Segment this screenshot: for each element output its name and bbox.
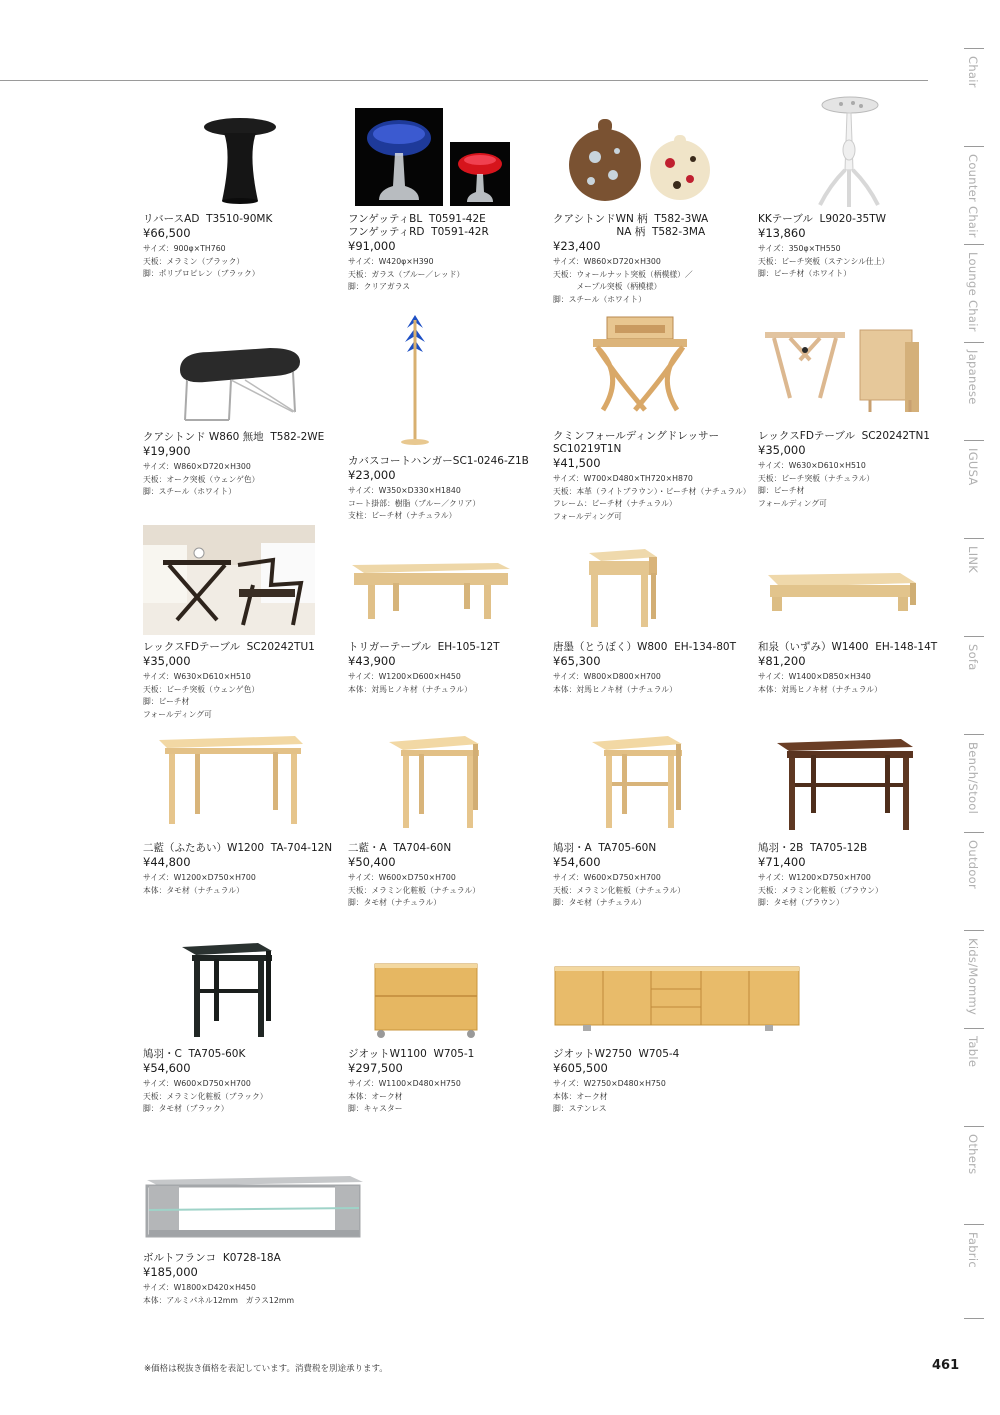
nav-divider (964, 1318, 984, 1319)
product-spec: サイズ：W1100×D480×H750 (348, 1079, 461, 1088)
product-price: ¥35,000 (758, 443, 806, 457)
product-spec: 天板：ビーチ突板（ステンシル仕上） (758, 256, 890, 266)
product-spec: サイズ：W600×D750×H700 (553, 873, 661, 882)
product-spec: サイズ：W1200×D750×H700 (758, 873, 871, 882)
product-name: 鳩羽・C TA705-60K (143, 1048, 246, 1060)
nav-label: Kids/Mommy (966, 938, 980, 1016)
product-price: ¥44,800 (143, 855, 191, 869)
product-name: 唐墨（とうぼく）W800 EH-134-80T (553, 641, 737, 653)
product-spec: 本体：アルミパネル12mm ガラス12mm (143, 1295, 295, 1305)
product-name: 二藍・A TA704-60N (348, 842, 452, 854)
product-spec: 脚：タモ材（ブラック） (143, 1104, 229, 1113)
product-spec: サイズ：W1800×D420×H450 (143, 1283, 256, 1292)
nav-divider (964, 440, 984, 441)
product-image (773, 733, 918, 833)
product-spec: 天板：オーク突板（ウェンゲ色） (143, 474, 260, 484)
product-spec: 脚：スチール（ホワイト） (143, 487, 237, 496)
product-spec: サイズ：W630×D610×H510 (143, 672, 251, 681)
product-spec: 脚：キャスター (348, 1104, 403, 1113)
product-name: カバスコートハンガーSC1-0246-Z1B (348, 455, 529, 467)
nav-divider (964, 930, 984, 931)
product-spec: 脚：タモ材（ナチュラル） (348, 898, 442, 907)
product-price: ¥35,000 (143, 654, 191, 668)
nav-divider (964, 146, 984, 147)
product-spec: サイズ：W700×D480×TH720×H870 (553, 474, 693, 483)
product-name: 和泉（いずみ）W1400 EH-148-14T (758, 641, 938, 653)
nav-divider (964, 1126, 984, 1127)
product-name: クアシトンドWN 柄 T582-3WA NA 柄 T582-3MA (553, 213, 709, 238)
product-spec: 脚：ビーチ材 (758, 486, 805, 495)
product-price: ¥19,900 (143, 444, 191, 458)
product-name: ボルトフランコ K0728-18A (143, 1252, 281, 1264)
product-price: ¥50,400 (348, 855, 396, 869)
product-price: ¥297,500 (348, 1061, 403, 1075)
product-spec: サイズ：W860×D720×H300 (143, 462, 251, 471)
product-image (760, 565, 920, 620)
product-spec: 天板：メラミン（ブラック） (143, 256, 245, 266)
product-spec: 脚：スチール（ホワイト） (553, 294, 647, 304)
product-spec: メープル突板（柄模様） (553, 282, 662, 291)
product-price: ¥66,500 (143, 226, 191, 240)
product-image (348, 555, 513, 625)
product-price: ¥23,400 (553, 239, 601, 253)
nav-divider (964, 1224, 984, 1225)
product-name: 二藍（ふたあい）W1200 TA-704-12N (143, 842, 333, 854)
product-price: ¥71,400 (758, 855, 806, 869)
product-spec: 脚：ポリプロピレン（ブラック） (143, 269, 260, 278)
product-spec: 天板：メラミン化粧板（ナチュラル） (553, 885, 686, 895)
product-spec: 脚：ビーチ材（ホワイト） (758, 269, 852, 278)
product-spec: 脚：ビーチ材 (143, 697, 190, 706)
product-spec: サイズ：W600×D750×H700 (143, 1079, 251, 1088)
nav-label: Bench/Stool (966, 742, 980, 815)
product-image (180, 115, 300, 210)
nav-divider (964, 342, 984, 343)
product-spec: 支柱：ビーチ材（ナチュラル） (348, 511, 457, 520)
product-price: ¥41,500 (553, 456, 601, 470)
product-price: ¥605,500 (553, 1061, 608, 1075)
product-price: ¥91,000 (348, 239, 396, 253)
product-image (585, 545, 660, 630)
product-spec: 脚：ステンレス (553, 1104, 607, 1113)
product-price: ¥54,600 (553, 855, 601, 869)
product-image (385, 730, 485, 832)
nav-divider (964, 1028, 984, 1029)
nav-divider (964, 48, 984, 49)
nav-label: Sofa (966, 644, 980, 671)
nav-label: Lounge Chair (966, 252, 980, 332)
product-image (145, 1170, 365, 1238)
product-image (178, 937, 278, 1042)
product-spec: 天板：ビーチ突板（ナチュラル） (758, 473, 875, 483)
product-name: レックスFDテーブル SC20242TN1 (758, 430, 930, 442)
product-image (373, 962, 481, 1040)
product-spec: サイズ：W800×D800×H700 (553, 672, 661, 681)
product-spec: サイズ：W1200×D750×H700 (143, 873, 256, 882)
product-spec: 本体：対馬ヒノキ材（ナチュラル） (758, 684, 882, 694)
product-spec: フォールディング可 (758, 498, 827, 508)
product-price: ¥81,200 (758, 654, 806, 668)
nav-label: Chair (966, 56, 980, 88)
product-name: ジオットW1100 W705-1 (348, 1048, 475, 1060)
product-spec: 天板：メラミン化粧板（ナチュラル） (348, 885, 481, 895)
product-spec: 天板：本革（ライトブラウン）・ビーチ材（ナチュラル） (553, 486, 751, 496)
product-image (395, 310, 435, 448)
category-side-nav (958, 40, 988, 1330)
product-spec: サイズ：W2750×D480×H750 (553, 1079, 666, 1088)
product-image (553, 965, 801, 1035)
product-spec: サイズ：900φ×TH760 (143, 244, 226, 253)
nav-label: Japanese (966, 350, 980, 405)
product-spec: 本体：オーク材 (553, 1091, 608, 1101)
price-footnote: ※価格は税抜き価格を表記しています。消費税を別途承ります。 (144, 1364, 388, 1374)
product-price: ¥54,600 (143, 1061, 191, 1075)
product-price: ¥43,900 (348, 654, 396, 668)
page-number: 461 (932, 1358, 960, 1373)
nav-label: LINK (966, 546, 980, 574)
product-price: ¥23,000 (348, 468, 396, 482)
product-spec: サイズ：W600×D750×H700 (348, 873, 456, 882)
product-name: KKテーブル L9020-35TW (758, 213, 887, 225)
product-spec: 天板：ウォールナット突板（柄模様）／ (553, 269, 693, 279)
product-spec: 天板：メラミン化粧板（ブラウン） (758, 885, 883, 895)
nav-divider (964, 734, 984, 735)
nav-label: Outdoor (966, 840, 980, 890)
product-spec: フレーム：ビーチ材（ナチュラル） (553, 499, 677, 508)
product-name: 鳩羽・2B TA705-12B (758, 842, 868, 854)
product-spec: 脚：クリアガラス (348, 282, 411, 291)
nav-label: Fabric (966, 1232, 980, 1268)
product-name: トリガーテーブル EH-105-12T (348, 641, 500, 653)
product-spec: フォールディング可 (553, 511, 622, 521)
product-spec: 脚：タモ材（ナチュラル） (553, 898, 647, 907)
nav-divider (964, 244, 984, 245)
product-price: ¥65,300 (553, 654, 601, 668)
product-price: ¥185,000 (143, 1265, 198, 1279)
product-spec: 天板：メラミン化粧板（ブラック） (143, 1091, 268, 1101)
product-spec: サイズ：W1200×D600×H450 (348, 672, 461, 681)
header-rule (0, 80, 928, 81)
product-spec: フォールディング可 (143, 709, 212, 719)
product-spec: サイズ：W350×D330×H1840 (348, 486, 461, 495)
product-name: クアシトンド W860 無地 T582-2WE (143, 431, 325, 443)
product-name: ジオットW2750 W705-4 (553, 1048, 680, 1060)
product-image (585, 315, 695, 415)
product-image (175, 340, 305, 425)
product-name: フンゲッティBL T0591-42E フンゲッティRD T0591-42R (348, 213, 489, 238)
nav-label: IGUSA (966, 448, 980, 486)
product-image (760, 320, 930, 420)
nav-divider (964, 538, 984, 539)
product-spec: サイズ：W1400×D850×H340 (758, 672, 871, 681)
product-spec: コート掛部：樹脂（ブルー／クリア） (348, 498, 481, 508)
product-spec: 本体：タモ材（ナチュラル） (143, 885, 244, 895)
nav-label: Counter Chair (966, 154, 980, 238)
product-image (805, 95, 895, 210)
product-spec: 天板：ビーチ突板（ウェンゲ色） (143, 684, 260, 694)
nav-label: Table (966, 1036, 980, 1068)
nav-divider (964, 832, 984, 833)
product-spec: 脚：タモ材（ブラウン） (758, 898, 844, 907)
product-spec: 本体：対馬ヒノキ材（ナチュラル） (553, 684, 677, 694)
product-price: ¥13,860 (758, 226, 806, 240)
product-image (588, 730, 688, 832)
product-spec: 本体：オーク材 (348, 1091, 403, 1101)
product-spec: 本体：対馬ヒノキ材（ナチュラル） (348, 684, 472, 694)
product-spec: サイズ：W860×D720×H300 (553, 257, 661, 266)
nav-divider (964, 636, 984, 637)
product-name: レックスFDテーブル SC20242TU1 (143, 641, 315, 653)
product-image (155, 730, 305, 830)
product-image (143, 525, 315, 635)
nav-label: Others (966, 1134, 980, 1175)
product-name: 鳩羽・A TA705-60N (553, 842, 657, 854)
product-name: クミンフォールディングドレッサー SC10219T1N (553, 430, 720, 455)
product-image (355, 108, 515, 208)
product-spec: サイズ：350φ×TH550 (758, 244, 841, 253)
product-name: リバースAD T3510-90MK (143, 213, 273, 225)
product-spec: サイズ：W420φ×H390 (348, 257, 434, 266)
product-image (565, 115, 715, 205)
product-spec: サイズ：W630×D610×H510 (758, 461, 866, 470)
product-spec: 天板：ガラス（ブルー／レッド） (348, 269, 465, 279)
